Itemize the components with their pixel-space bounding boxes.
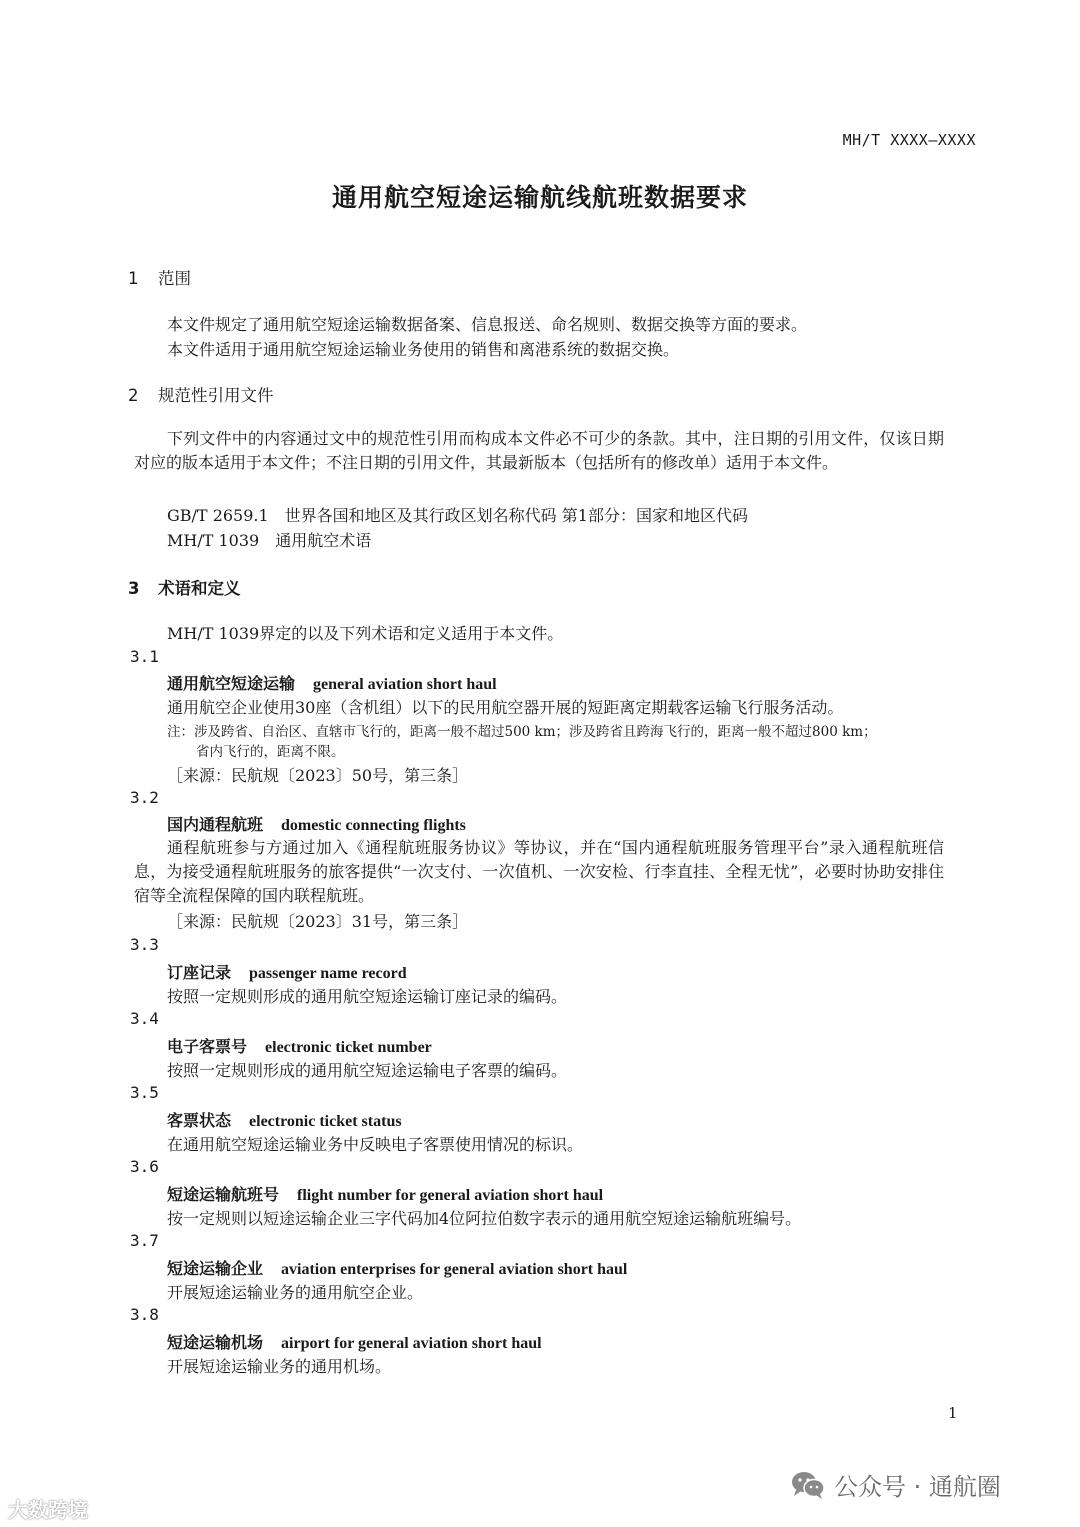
section-2-heading [128, 382, 274, 406]
section-title: 范围 [158, 269, 191, 288]
term-zh: 通用航空短途运输 [167, 674, 296, 693]
term-heading [167, 812, 466, 835]
term-zh: 短途运输机场 [167, 1333, 264, 1352]
term-en: aviation enterprises for general aviation short haul [281, 1261, 628, 1278]
term-note: 注：涉及跨省、自治区、直辖市飞行的，距离一般不超过500 km；涉及跨省且跨海飞行的，距离一般不超过800 km； [167, 724, 877, 740]
document-title: 通用航空短途运输航线航班数据要求 [331, 183, 748, 212]
paragraph: MH/T 1039界定的以及下列术语和定义适用于本文件。 [167, 624, 564, 643]
term-zh: 订座记录 [167, 963, 232, 982]
term-source: ［来源：民航规〔2023〕50号，第三条］ [167, 766, 469, 785]
term-heading [167, 1034, 432, 1057]
term-definition: 通用航空企业使用30座（含机组）以下的民用航空器开展的短距离定期载客运输飞行服务活动。 [167, 698, 844, 717]
term-zh: 短途运输企业 [167, 1259, 264, 1278]
section-number: 2 [128, 386, 139, 405]
document-code: MH/T XXXX—XXXX [842, 131, 976, 149]
term-number: 3.4 [130, 1009, 159, 1028]
term-number: 3.6 [130, 1157, 159, 1176]
term-zh: 短途运输航班号 [167, 1185, 280, 1204]
term-number: 3.8 [130, 1305, 159, 1324]
term-number: 3.2 [130, 788, 159, 807]
paragraph: 本文件适用于通用航空短途运输业务使用的销售和离港系统的数据交换。 [167, 340, 680, 359]
term-en: electronic ticket status [249, 1113, 402, 1130]
section-1-heading [128, 265, 191, 289]
term-definition: 按照一定规则形成的通用航空短途运输电子客票的编码。 [167, 1061, 568, 1080]
term-definition: 通程航班参与方通过加入《通程航班服务协议》等协议，并在“国内通程航班服务管理平台”录入通程航班信息，为接受通程航班服务的旅客提供“一次支付、一次值机、一次安检、行李直挂、全程无忧”，必要时协助安排住宿等全流程保障的国内联程航班。 [134, 838, 944, 905]
term-en: passenger name record [249, 965, 407, 982]
watermark-right-text: 公众号 · 通航圈 [834, 1473, 1001, 1501]
term-zh: 电子客票号 [167, 1037, 248, 1056]
term-heading [167, 671, 497, 694]
section-3-heading [128, 575, 241, 599]
reference-item: GB/T 2659.1 世界各国和地区及其行政区划名称代码 第1部分：国家和地区代码 [167, 506, 748, 525]
watermark-right [790, 1467, 1001, 1502]
term-source: ［来源：民航规〔2023〕31号，第三条］ [167, 912, 469, 931]
section-number: 1 [128, 269, 139, 288]
term-number: 3.5 [130, 1083, 159, 1102]
term-heading [167, 1330, 542, 1353]
term-definition: 在通用航空短途运输业务中反映电子客票使用情况的标识。 [167, 1135, 584, 1154]
section-title: 规范性引用文件 [158, 386, 274, 405]
section-title: 术语和定义 [158, 579, 241, 598]
term-number: 3.1 [130, 647, 159, 666]
term-definition: 开展短途运输业务的通用航空企业。 [167, 1283, 424, 1302]
paragraph: 下列文件中的内容通过文中的规范性引用而构成本文件必不可少的条款。其中，注日期的引用文件，仅该日期对应的版本适用于本文件；不注日期的引用文件，其最新版本（包括所有的修改单）适用于本文件。 [134, 429, 944, 472]
term-definition: 按一定规则以短途运输企业三字代码加4位阿拉伯数字表示的通用航空短途运输航班编号。 [167, 1209, 802, 1228]
watermark-left: 大数跨境 [8, 1498, 88, 1522]
term-zh: 国内通程航班 [167, 815, 264, 834]
page-number: 1 [948, 1404, 958, 1422]
wechat-icon [790, 1470, 826, 1500]
term-en: electronic ticket number [265, 1039, 432, 1056]
section-number: 3 [128, 579, 140, 598]
term-en: airport for general aviation short haul [281, 1335, 542, 1352]
term-heading [167, 1182, 603, 1205]
term-heading [167, 1108, 402, 1131]
reference-item: MH/T 1039 通用航空术语 [167, 531, 372, 550]
term-en: general aviation short haul [313, 676, 497, 693]
term-zh: 客票状态 [167, 1111, 232, 1130]
paragraph: 本文件规定了通用航空短途运输数据备案、信息报送、命名规则、数据交换等方面的要求。 [167, 315, 808, 334]
term-number: 3.7 [130, 1231, 159, 1250]
term-heading [167, 1256, 627, 1279]
term-heading [167, 960, 407, 983]
term-definition: 按照一定规则形成的通用航空短途运输订座记录的编码。 [167, 987, 568, 1006]
term-en: domestic connecting flights [281, 817, 466, 834]
term-definition: 开展短途运输业务的通用机场。 [167, 1357, 392, 1376]
term-number: 3.3 [130, 935, 159, 954]
term-en: flight number for general aviation short haul [297, 1187, 604, 1204]
term-note: 省内飞行的，距离不限。 [196, 744, 345, 760]
